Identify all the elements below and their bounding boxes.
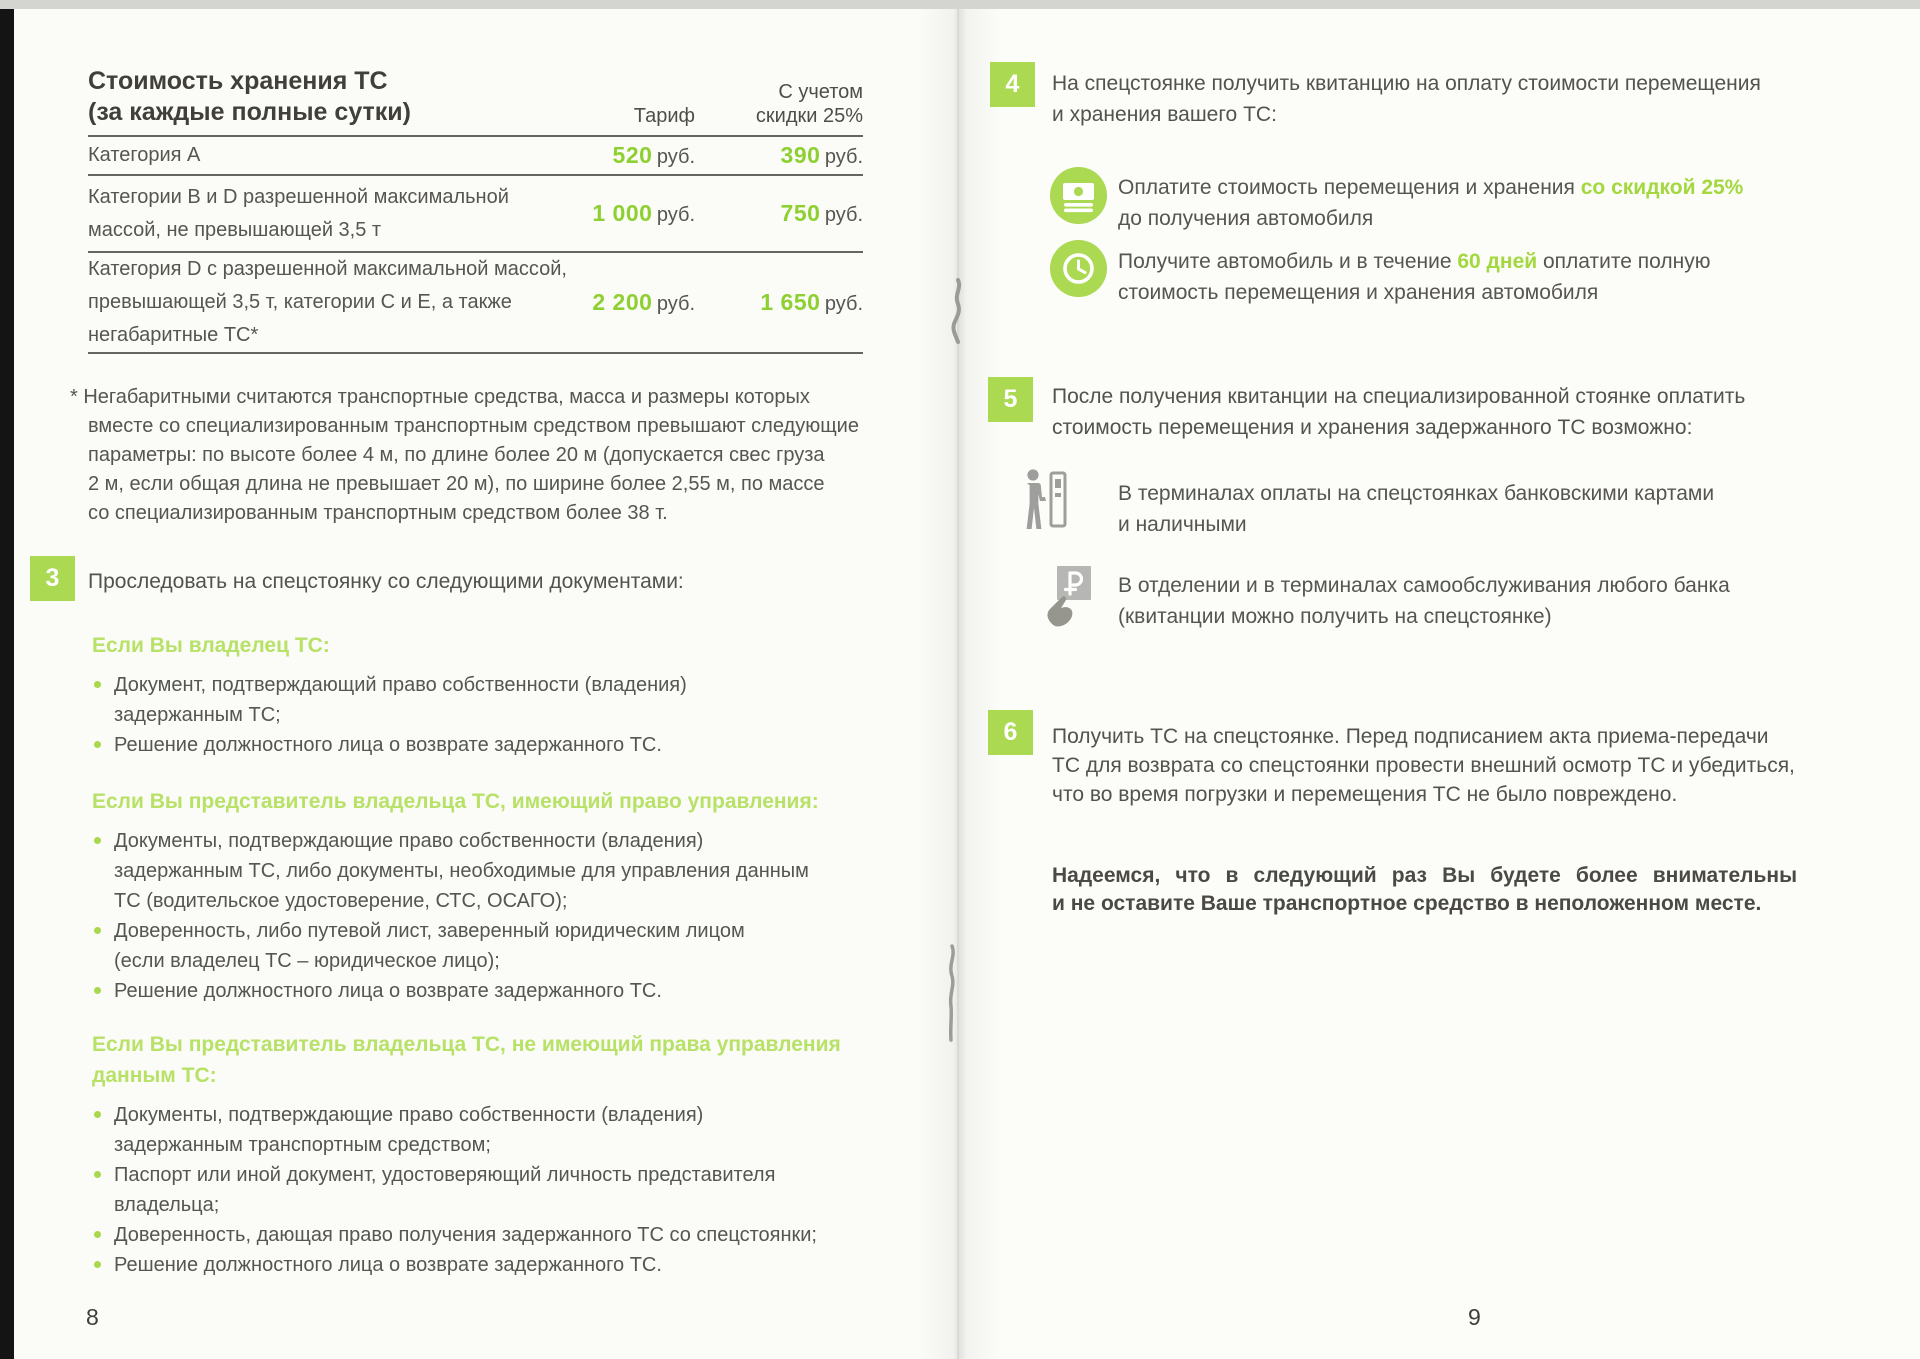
tariff-cell [533,142,703,169]
group-representative-without-right [92,1029,841,1280]
tariff-unit: руб. [656,204,695,226]
tariff-cell [533,200,703,227]
binding-gutter-line [957,9,959,1359]
bullet-line: Решение должностного лица о возврате задержанного ТС. [114,980,662,1002]
discount-value: 1 650 [760,289,821,315]
bullet-line: Документы, подтверждающие право собственности (владения) [114,1104,704,1126]
bullet-line: задержанным транспортным средством; [114,1134,491,1156]
storage-cost-table [88,66,863,354]
group-heading-line: данным ТС: [92,1064,217,1087]
list-item [92,976,812,1006]
row-label-line: негабаритные ТС* [88,324,259,346]
bullet-line: Документ, подтверждающий право собственности (владения) [114,674,687,696]
item-line: и наличными [1118,513,1247,536]
group-heading-line: Если Вы представитель владельца ТС, имеющий право управления: [92,790,819,813]
tariff-unit: руб. [656,146,695,168]
step-3-badge: 3 [30,556,75,601]
item-text-part: оплатите полную [1537,250,1711,273]
item-highlight: со скидкой 25% [1580,176,1744,199]
discount-cell [703,142,863,169]
list-item [92,730,812,760]
clock-icon [1050,240,1107,302]
tariff-cell [533,289,703,316]
row-label [88,139,533,172]
list-item [92,670,812,730]
bullet-line: Решение должностного лица о возврате задержанного ТС. [114,734,662,756]
table-row [88,174,863,251]
table-title-line1: Стоимость хранения ТС [88,67,388,95]
column-header-discount-line1: С учетом [778,81,863,103]
step-6-text [1052,722,1795,809]
list-item [92,1250,812,1280]
step-line: ТС для возврата со спецстоянки провести внешний осмотр ТС и убедиться, [1052,754,1795,777]
bullet-list [92,826,812,1006]
row-label-line: Категории B и D разрешенной максимальной [88,185,509,208]
item-line: до получения автомобиля [1118,207,1374,230]
list-item [92,826,812,916]
payment-terminal-icon [1022,468,1068,537]
group-heading [92,1029,841,1091]
group-representative-with-right [92,786,819,1006]
step-3-text: Проследовать на спецстоянку со следующими документами: [88,570,684,593]
list-item [92,1160,812,1220]
bullet-line: Доверенность, либо путевой лист, заверенный юридическим лицом [114,920,745,942]
required-documents-groups [92,630,841,1280]
tariff-value: 520 [612,142,653,168]
group-heading [92,630,812,661]
item-line: (квитанции можно получить на спецстоянке) [1118,605,1552,628]
discount-unit: руб. [824,293,863,315]
step-5-item-1-text [1118,478,1714,540]
bullet-line: Доверенность, дающая право получения задержанного ТС со спецстоянки; [114,1224,817,1246]
bullet-line: Паспорт или иной документ, удостоверяющий личность представителя [114,1164,776,1186]
step-line: Получить ТС на спецстоянке. Перед подписанием акта приема-передачи [1052,725,1769,748]
scanner-edge-top [0,0,1920,9]
row-label [88,181,533,247]
bullet-line: владельца; [114,1194,220,1216]
step-4-item-2-text [1118,246,1710,308]
binding-gutter-shadow [918,9,1002,1359]
row-label-line: массой, не превышающей 3,5 т [88,218,382,241]
closing-message [1052,862,1797,918]
table-header [88,66,863,135]
row-label-line: превышающей 3,5 т, категории C и E, а также [88,291,512,313]
page-number-right: 9 [1468,1304,1481,1330]
list-item [92,916,812,976]
closing-line: Надеемся, что в следующий раз Вы будете более внимательны [1052,864,1797,887]
footnote-line: 2 м, если общая длина не превышает 20 м), по ширине более 2,55 м, по массе [88,473,825,495]
step-4-badge: 4 [990,62,1035,107]
table-row [88,251,863,354]
oversize-vehicle-footnote [70,383,859,528]
step-line: На спецстоянке получить квитанцию на оплату стоимости перемещения [1052,72,1761,95]
discount-value: 390 [780,142,821,168]
discount-unit: руб. [824,204,863,226]
column-header-discount-line2: скидки 25% [755,105,863,127]
step-line: и хранения вашего ТС: [1052,103,1277,126]
group-heading-line: Если Вы владелец ТС: [92,634,330,657]
row-label-line: Категория D с разрешенной максимальной массой, [88,258,567,280]
table-title-line2: (за каждые полные сутки) [88,98,411,126]
page-number-left: 8 [86,1304,99,1330]
list-item [92,1100,812,1160]
staple-icon [946,278,966,355]
bullet-line: (если владелец ТС – юридическое лицо); [114,950,500,972]
step-4-text [1052,68,1761,130]
step-5-badge: 5 [988,377,1033,422]
item-line: В отделении и в терминалах самообслуживания любого банка [1118,574,1730,597]
footnote-line: параметры: по высоте более 4 м, по длине более 20 м (допускается свес груза [88,444,825,466]
discount-cell [703,289,863,316]
tariff-unit: руб. [656,293,695,315]
column-header-discount [703,80,863,128]
closing-line: и не оставите Ваше транспортное средство в неположенном месте. [1052,892,1762,915]
scanner-edge-left [0,9,14,1359]
group-heading-line: Если Вы представитель владельца ТС, не имеющий права управления [92,1033,841,1056]
row-label-line: Категория A [88,144,201,166]
item-line: стоимость перемещения и хранения автомобиля [1118,281,1599,304]
item-text-part: Оплатите стоимость перемещения и хранения [1118,176,1581,199]
discount-value: 750 [780,200,821,226]
step-line: что во время погрузки и перемещения ТС не было повреждено. [1052,783,1678,806]
bullet-line: задержанным ТС; [114,704,281,726]
group-owner [92,630,812,760]
step-5-text [1052,381,1745,443]
step-6-badge: 6 [988,710,1033,755]
bullet-line: ТС (водительское удостоверение, СТС, ОСАГО); [114,890,568,912]
footnote-line: вместе со специализированным транспортным средством превышают следующие [88,415,859,437]
discount-cell [703,200,863,227]
item-line: В терминалах оплаты на спецстоянках банковскими картами [1118,482,1715,505]
step-4-item-1-text [1118,172,1743,234]
group-heading [92,786,819,817]
bullet-list [92,670,812,760]
list-item [92,1220,817,1250]
footnote-line: со специализированным транспортным средством более 38 т. [88,502,668,524]
item-text-part: Получите автомобиль и в течение [1118,250,1458,273]
discount-unit: руб. [824,146,863,168]
item-highlight: 60 дней [1457,250,1538,273]
staple-icon [942,944,960,1049]
bullet-line: Решение должностного лица о возврате задержанного ТС. [114,1254,662,1276]
bank-ruble-icon [1044,566,1092,633]
money-icon [1050,167,1107,229]
table-row [88,135,863,174]
bullet-line: задержанным ТС, либо документы, необходимые для управления данным [114,860,809,882]
bullet-list [92,1100,817,1280]
tariff-value: 2 200 [592,289,653,315]
row-label [88,253,567,352]
tariff-value: 1 000 [592,200,653,226]
bullet-line: Документы, подтверждающие право собственности (владения) [114,830,704,852]
step-line: стоимость перемещения и хранения задержанного ТС возможно: [1052,416,1693,439]
step-5-item-2-text [1118,570,1730,632]
table-title [88,66,533,128]
step-line: После получения квитанции на специализированной стоянке оплатить [1052,385,1746,408]
column-header-tariff: Тариф [633,105,695,127]
footnote-line: * Негабаритными считаются транспортные средства, масса и размеры которых [70,386,810,408]
